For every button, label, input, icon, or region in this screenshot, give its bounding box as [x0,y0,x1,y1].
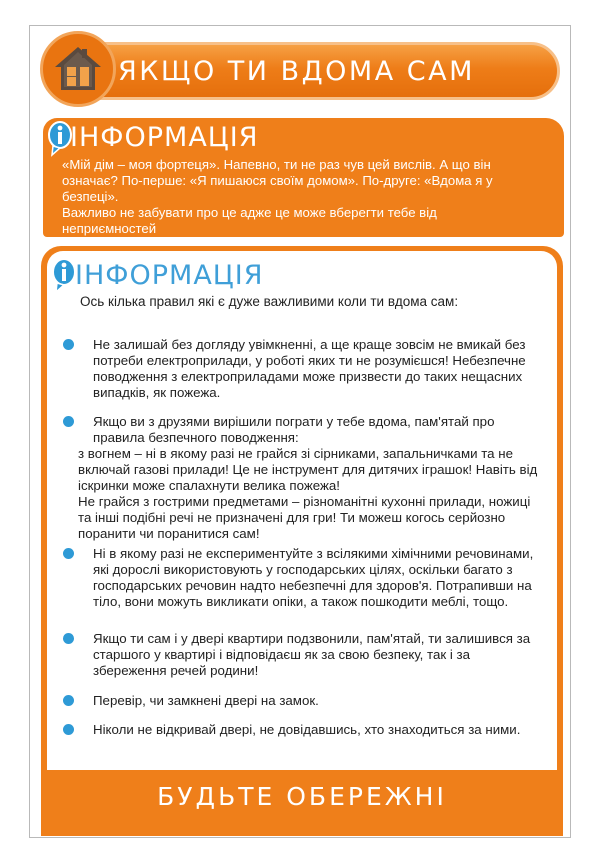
footer-title: БУДЬТЕ ОБЕРЕЖНІ [157,782,447,811]
list-item [78,546,540,610]
rule-text: Не грайся з гострими предметами – різноманітні кухонні прилади, ножиці та інші подібні речі не призначені для гри! Ти можеш когось серйозно поранити чи поранитися сам! [78,494,531,541]
info-icon [52,258,76,294]
rule-text: з вогнем – ні в якому разі не грайся зі сірниками, запальничками та не включай газові прилади! Це не інструмент для дитячих іграшок! Навіть від іскринки може спалахнути велика пожежа! [78,446,538,493]
rule-text: Ні в якому разі не експериментуйте з всілякими хімічними речовинами, які дорослі використовують у господарських цілях, оскільки багато з господарських речовин надто небезпечні для здоров'я. Потрапивши на тіло, вони можуть викликати опіки, а також пошкодити меблі, тощо. [93,546,534,609]
bullet-icon [63,548,74,559]
house-icon [40,31,116,107]
info-paragraph: «Мій дім – моя фортеця». Напевно, ти не раз чув цей вислів. А що він означає? По-перше: «Я пишаюся своїм домом». По-друге: «Вдома я у безпеці». [62,157,493,204]
rule-text: Ніколи не відкривай двері, не довідавшись, хто знаходиться за ними. [93,722,521,737]
info-paragraph: Важливо не забувати про це адже це може вберегти тебе від неприємностей [62,205,437,236]
rule-text: Якщо ви з друзями вирішили пограти у тебе вдома, пам'ятай про правила безпечного поводження: [93,414,495,445]
list-item [78,414,540,542]
info-icon [48,121,72,157]
rule-text: Перевір, чи замкнені двері на замок. [93,693,319,708]
info-block-1-text [62,157,522,237]
bullet-icon [63,416,74,427]
list-item [78,631,540,679]
bullet-icon [63,724,74,735]
bullet-icon [63,339,74,350]
list-item [78,693,540,709]
bullet-icon [63,695,74,706]
rule-text: Якщо ти сам і у двері квартири подзвонили, пам'ятай, ти залишився за старшого у квартирі і відповідаєш як за свою безпеку, так і за збереження речей родини! [93,631,531,678]
page-title: ЯКЩО ТИ ВДОМА САМ [118,56,475,87]
rule-text: Не залишай без догляду увімкненні, а ще краще зовсім не вмикай без потреби електроприлади, у роботі яких ти не розумієшся! Небезпечне поводження з електроприладами може призвести до таких нещасних випадків, як пожежа. [93,337,526,400]
list-item [78,722,540,738]
bullet-icon [63,633,74,644]
info-block-1-title: ІНФОРМАЦІЯ [70,122,259,153]
list-item [78,337,540,401]
info-block-2-title: ІНФОРМАЦІЯ [75,260,264,291]
rules-intro: Ось кілька правил які є дуже важливими коли ти вдома сам: [80,294,459,309]
